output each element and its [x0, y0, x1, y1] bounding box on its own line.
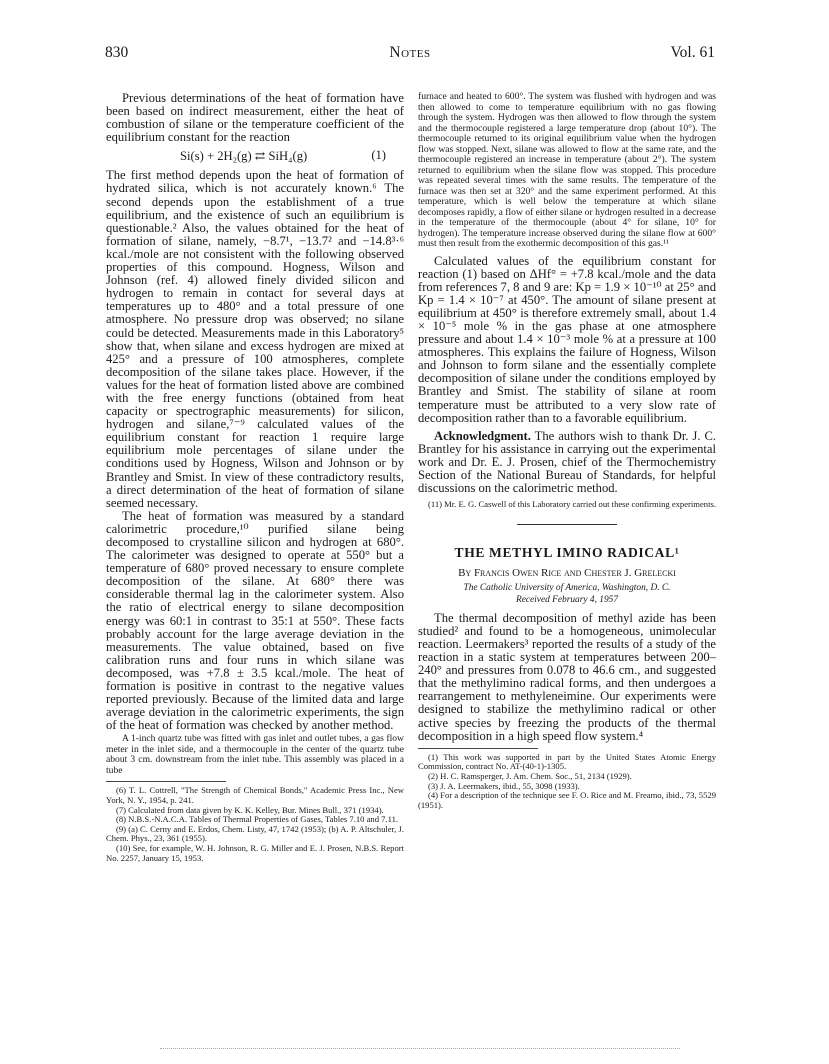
footnote: (9) (a) C. Cerny and E. Erdos, Chem. Listy, 47, 1742 (1953); (b) A. P. Altschuler, J. Chem. Phys., 23, 361 (1955).: [106, 823, 404, 844]
footnote: (3) J. A. Leermakers, ibid., 55, 3098 (1933).: [428, 780, 580, 791]
footnote: (7) Calculated from data given by K. K. Kelley, Bur. Mines Bull., 371 (1934).: [116, 804, 384, 815]
experimental-paragraph: A 1-inch quartz tube was fitted with gas inlet and outlet tubes, a gas flow meter in the inlet side, and a thermocouple in the center of the quartz tube about 3 cm. downstream from the inlet tube. This assembly was placed in a tube: [106, 733, 404, 776]
equation-1: [106, 148, 404, 164]
footnote-rule: [418, 748, 538, 749]
acknowledgment-text: The authors wish to thank Dr. J. C. Brantley for his assistance in carrying out the experimental work and Dr. E. J. Prosen, chief of the Thermochemistry Section of the National Bureau of Standards, for helpful discussions on the calorimetric method.: [418, 428, 716, 496]
volume-label: Vol. 61: [670, 44, 715, 61]
experimental-paragraph: furnace and heated to 600°. The system was flushed with hydrogen and was then allowed to come to temperature equilibrium with no gas flowing through the system. Hydrogen was then allowed to flow through the system and the thermocouple registered a large temperature drop (about 10°). The thermocouple returned to its original equilibrium value when the hydrogen flow was stopped. Next, silane was allowed to flow at the same rate, and the thermocouple registered an increase in temperature (about 2°). The system returned to equilibrium when the silane flow was stopped. This procedure was repeated several times with the same results. The temperature of the furnace was then set at 320° and the same experiment performed. At this temperature, which is well below the temperature at which silane decomposes rapidly, a flow of either silane or hydrogen resulted in a decrease in the temperature of the thermocouple (about 4° for silane, 10° for hydrogen). The temperature increase observed during the silane flow at 600° must then result from the exothermic decomposition of this gas.¹¹: [418, 91, 717, 249]
acknowledgment: [418, 430, 716, 495]
page-bottom-mark: [160, 1048, 680, 1049]
footnote: (4) For a description of the technique see F. O. Rice and M. Freamo, ibid., 73, 5529 (1951).: [418, 790, 716, 810]
footnote: (11) Mr. E. G. Caswell of this Laboratory carried out these confirming experiments.: [428, 499, 716, 510]
paragraph: The first method depends upon the heat of formation of hydrated silica, which is not accurately known.⁶ The second depends upon the establishment of a true equilibrium, and the existence of such an equilibrium is questionable.² Also, the values obtained for the heat of formation of silane, namely, −8.7¹, −13.7² and −14.8³·⁶ kcal./mole are not consistent with the following observed properties of this compound. Hogness, Wilson and Johnson (ref. 4) allowed finely divided silicon and hydrogen to remain in contact for several days at temperatures up to 480° and a total pressure of one atmosphere. No pressure drop was observed; no silane could be detected. Measurements made in this Laboratory⁵ show that, when silane and excess hydrogen are mixed at 425° and a pressure of 100 atmospheres, complete decomposition of the silane takes place. However, if the values for the heat of formation listed above are combined with the free energy functions (obtained from heat capacity or spectrographic measurements) for silicon, hydrogen and silane,⁷⁻⁹ calculated values of the equilibrium constant for reaction 1 require large equilibrium mole percentages of silane under the conditions used by Hogness, Wilson and Johnson or by Brantley and Smist. In view of these contradictory results, a direct determination of the heat of formation of silane seemed necessary.: [106, 168, 404, 510]
paragraph: Previous determinations of the heat of formation have been based on indirect measurement, either the heat of combustion of silane or the temperature coefficient of the equilibrium constant for the reaction: [106, 91, 404, 145]
article-title: THE METHYL IMINO RADICAL¹: [454, 544, 680, 560]
footnote-rule: [106, 781, 226, 782]
article-authors: By Francis Owen Rice and Chester J. Grelecki: [458, 566, 676, 579]
footnote: (2) H. C. Ramsperger, J. Am. Chem. Soc., 51, 2134 (1929).: [428, 770, 632, 781]
page-number: 830: [105, 44, 129, 61]
page-header: [105, 44, 715, 66]
right-column: [418, 92, 716, 810]
equation-formula: Si(s) + 2H₂(g) ⇄ SiH₄(g): [180, 149, 308, 164]
footnote: (10) See, for example, W. H. Johnson, R. G. Miller and E. J. Prosen, N.B.S. Report No. 2257, January 15, 1953.: [106, 842, 404, 863]
paragraph: The heat of formation was measured by a standard calorimetric procedure,¹⁰ purified silane being decomposed to crystalline silicon and hydrogen at 680°. The calorimeter was designed to operate at 550° but a temperature of 680° proved necessary to ensure complete decomposition of the silane. At 680° there was considerable thermal lag in the calorimeter system. Also the ratio of electrical energy to silane decomposition energy was 60:1 in contrast to 35:1 at 550°. These facts probably account for the large average deviation in the measurements. The value obtained, based on five calibration runs and four runs in which silane was decomposed, was +7.8 ± 3.5 kcal./mole. The heat of formation is positive in contrast to the negative values reported previously. Because of the limited data and large average deviation in the calorimetric experiments, the sign of the heat of formation was checked by another method.: [106, 508, 404, 733]
received-date: Received February 4, 1957: [515, 594, 619, 605]
equation-number: (1): [371, 148, 386, 163]
footnote: (8) N.B.S.-N.A.C.A. Tables of Thermal Properties of Gases, Tables 7.10 and 7.11.: [116, 814, 399, 825]
author-affiliation: The Catholic University of America, Washington, D. C.: [463, 582, 671, 593]
paragraph: The thermal decomposition of methyl azide has been studied² and found to be a homogeneous, unimolecular reaction. Leermakers³ reported the results of a study of the reaction in a static system at temperatures between 200–240° and pressures from 0.078 to 46.6 cm., and suggested that the methylimino radical forms, and then undergoes a rearrangement to methyleneimine. Our experiments were designed to stabilize the methylimino radical or other active species by freezing the products of the thermal decomposition in a high speed flow system.⁴: [418, 610, 716, 743]
left-column: [106, 92, 404, 863]
footnote: (6) T. L. Cottrell, "The Strength of Chemical Bonds," Academic Press Inc., New York, N. Y., 1954, p. 241.: [106, 785, 404, 805]
acknowledgment-label: Acknowledgment.: [434, 428, 531, 443]
journal-section: Notes: [389, 44, 431, 61]
article-separator: [517, 524, 617, 525]
paragraph: Calculated values of the equilibrium constant for reaction (1) based on ΔHf° = +7.8 kcal./mole and the data from references 7, 8 and 9 are: Kp = 1.9 × 10⁻¹⁰ at 25° and Kp = 1.4 × 10⁻⁷ at 450°. The amount of silane present at equilibrium at 450° is therefore extremely small, about 1.4 × 10⁻⁵ mole % in the gas phase at one atmosphere pressure and about 1.4 × 10⁻³ mole % at a pressure at 100 atmospheres. This explains the failure of Hogness, Wilson and Johnson to form silane and the essentially complete decomposition of silane under the conditions employed by Brantley and Smist. The stability of silane at room temperature must be attributed to a very slow rate of decomposition rather than to a favorable equilibrium.: [418, 253, 716, 425]
footnote: (1) This work was supported in part by the United States Atomic Energy Commission, contract No. AT-(40-1)-1305.: [418, 751, 716, 772]
